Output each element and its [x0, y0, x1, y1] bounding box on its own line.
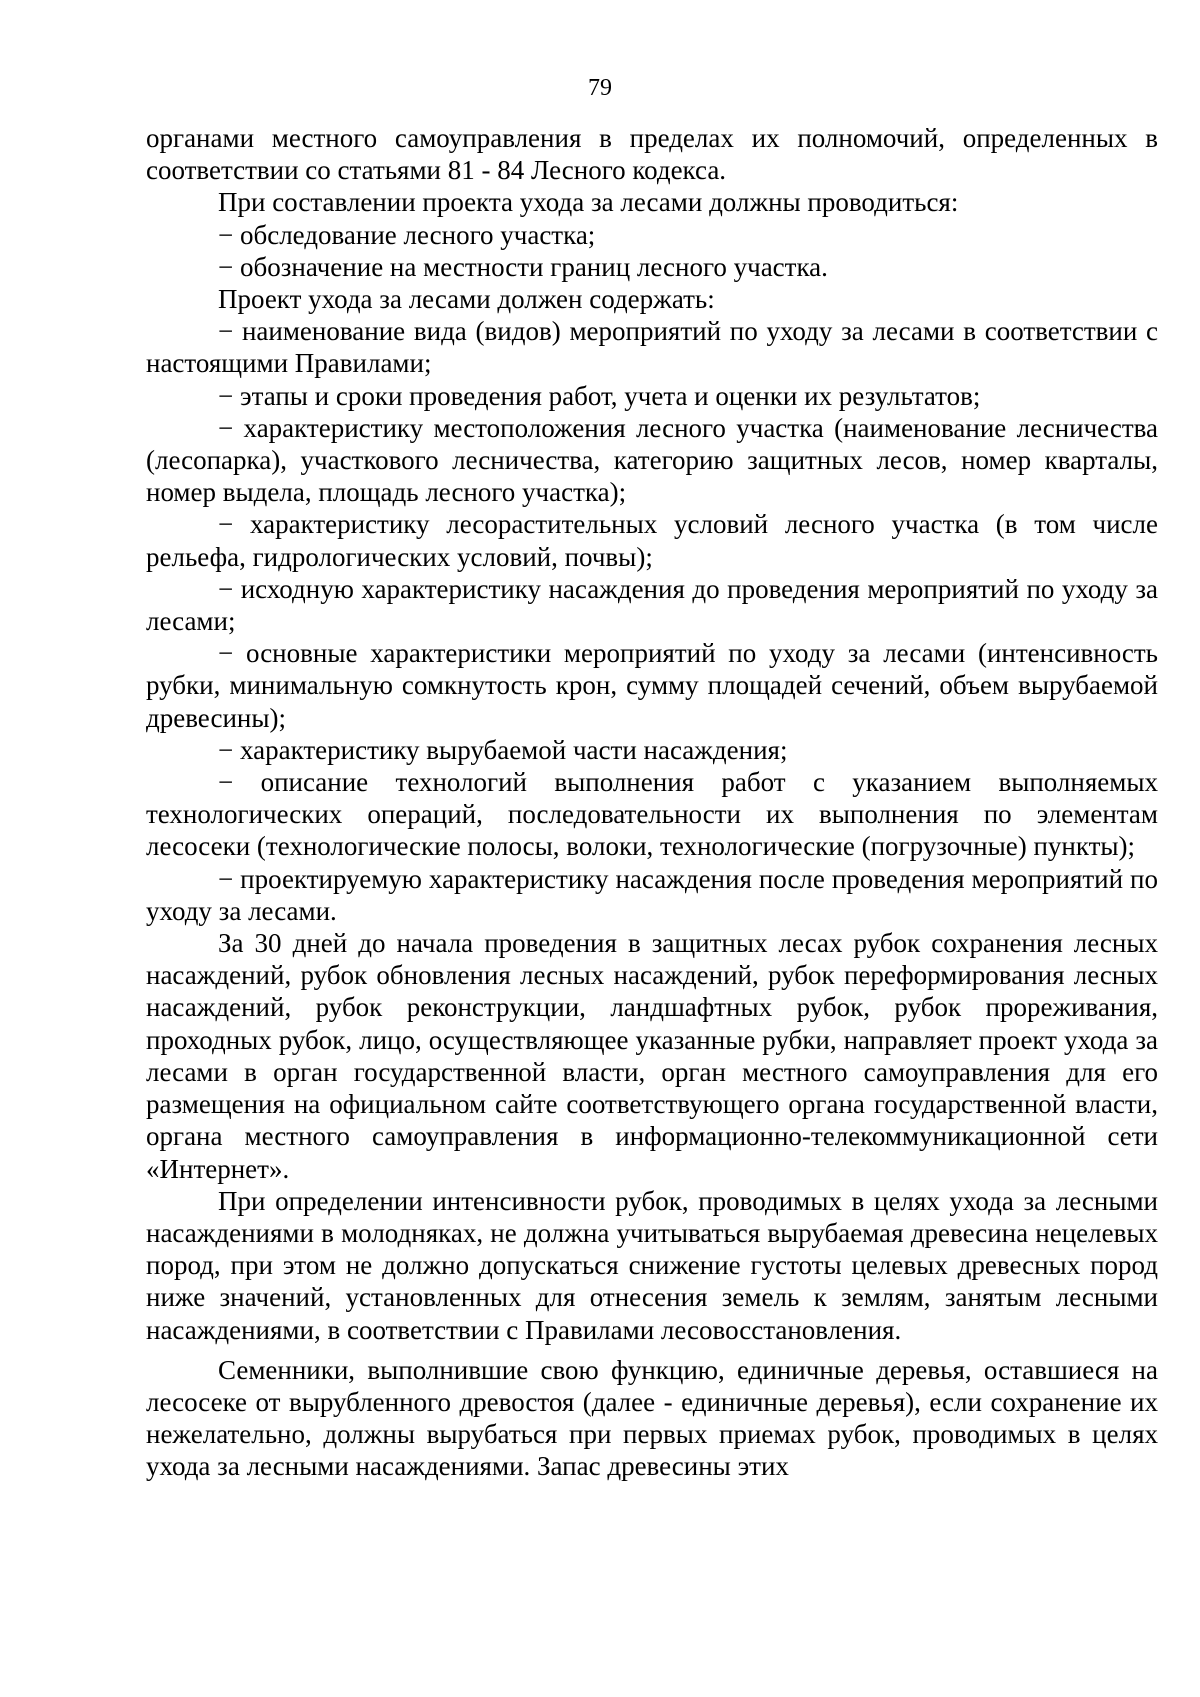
- list-item: − характеристику вырубаемой части насаждения;: [218, 734, 788, 765]
- list-item: − описание технологий выполнения работ с указанием выполняемых технологических операций, последовательности их выполнения по элементам лесосеки (технологические полосы, волоки, технологические (погрузочные) пункты);: [146, 767, 1158, 862]
- list-item: − характеристику лесорастительных условий лесного участка (в том числе рельефа, гидрологических условий, почвы);: [146, 509, 1158, 572]
- body-text: [146, 122, 1158, 1483]
- paragraph: За 30 дней до начала проведения в защитных лесах рубок сохранения лесных насаждений, рубок обновления лесных насаждений, рубок переформирования лесных насаждений, рубок реконструкции, ландшафтных рубок, рубок прореживания, проходных рубок, лицо, осуществляющее указанные рубки, направляет проект ухода за лесами в орган государственной власти, орган местного самоуправления для его размещения на официальном сайте соответствующего органа государственной власти, органа местного самоуправления в информационно-телекоммуникационной сети «Интернет».: [146, 928, 1158, 1184]
- list-item: − обследование лесного участка;: [218, 219, 596, 250]
- paragraph: органами местного самоуправления в пределах их полномочий, определенных в соответствии со статьями 81 - 84 Лесного кодекса.: [146, 123, 1158, 186]
- list-item: − характеристику местоположения лесного участка (наименование лесничества (лесопарка), участкового лесничества, категорию защитных лесов, номер кварталы, номер выдела, площадь лесного участка);: [146, 412, 1158, 508]
- list-item: − основные характеристики мероприятий по уходу за лесами (интенсивность рубки, минимальную сомкнутость крон, сумму площадей сечений, объем вырубаемой древесины);: [146, 638, 1158, 733]
- list-item: − этапы и сроки проведения работ, учета и оценки их результатов;: [218, 380, 981, 411]
- list-item: − исходную характеристику насаждения до проведения мероприятий по уходу за лесами;: [146, 573, 1158, 637]
- paragraph: Проект ухода за лесами должен содержать:: [218, 284, 715, 315]
- paragraph: При определении интенсивности рубок, проводимых в целях ухода за лесными насаждениями в молодняках, не должна учитываться вырубаемая древесина нецелевых пород, при этом не должно допускаться снижение густоты целевых древесных пород ниже значений, установленных для отнесения земель к землям, занятым лесными насаждениями, в соответствии с Правилами лесовосстановления.: [146, 1185, 1158, 1345]
- paragraph: При составлении проекта ухода за лесами должны проводиться:: [218, 187, 959, 218]
- paragraph: Семенники, выполнившие свою функцию, единичные деревья, оставшиеся на лесосеке от вырубленного древостоя (далее - единичные деревья), если сохранение их нежелательно, должны вырубаться при первых приемах рубок, проводимых в целях ухода за лесными насаждениями. Запас древесины этих: [146, 1354, 1158, 1482]
- list-item: − наименование вида (видов) мероприятий по уходу за лесами в соответствии с настоящими Правилами;: [146, 316, 1158, 379]
- list-item: − проектируемую характеристику насаждения после проведения мероприятий по уходу за лесами.: [146, 863, 1158, 926]
- page-number: 79: [588, 75, 612, 101]
- list-item: − обозначение на местности границ лесного участка.: [218, 251, 828, 282]
